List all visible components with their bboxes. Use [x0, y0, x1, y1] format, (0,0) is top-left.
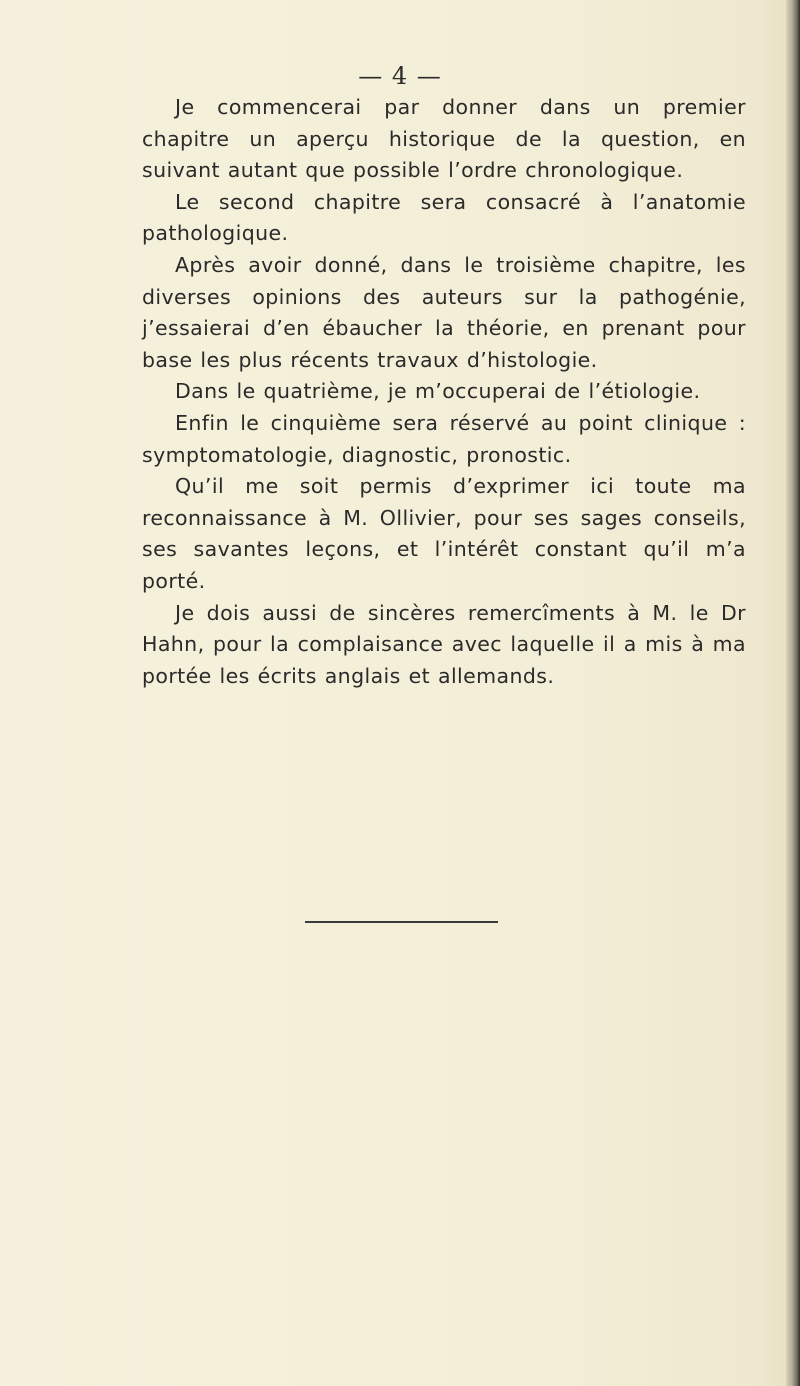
end-rule	[305, 921, 498, 923]
page-binding-edge	[786, 0, 800, 1386]
paragraph-plan-intro: Je commencerai par donner dans un premier chapitre un aperçu historique de la question, en suivant autant que possible l’ordre chronologique.	[142, 95, 746, 183]
paragraph-chapter-three: Après avoir donné, dans le troisième chapitre, les diverses opinions des auteurs sur la pathogénie, j’essaierai d’en ébaucher la théorie, en prenant pour base les plus récents travaux d’histologie.	[142, 252, 746, 372]
body-text	[142, 92, 746, 692]
page-number: — 4 —	[358, 62, 442, 90]
paragraph-acknowledgement-ollivier: Qu’il me soit permis d’exprimer ici toute ma reconnaissance à M. Ollivier, pour ses sages conseils, ses savantes leçons, et l’intérêt constant qu’il m’a porté.	[142, 474, 746, 593]
paragraph-chapter-four: Dans le quatrième, je m’occuperai de l’étiologie.	[175, 379, 701, 404]
paragraph-chapter-two: Le second chapitre sera consacré à l’anatomie pathologique.	[142, 189, 746, 246]
paragraph-chapter-five: Enfin le cinquième sera réservé au point clinique : symptomatologie, diagnostic, pronostic.	[142, 410, 746, 467]
paragraph-acknowledgement-hahn: Je dois aussi de sincères remercîments à M. le Dr Hahn, pour la complaisance avec laquelle il a mis à ma portée les écrits anglais et allemands.	[142, 600, 746, 688]
